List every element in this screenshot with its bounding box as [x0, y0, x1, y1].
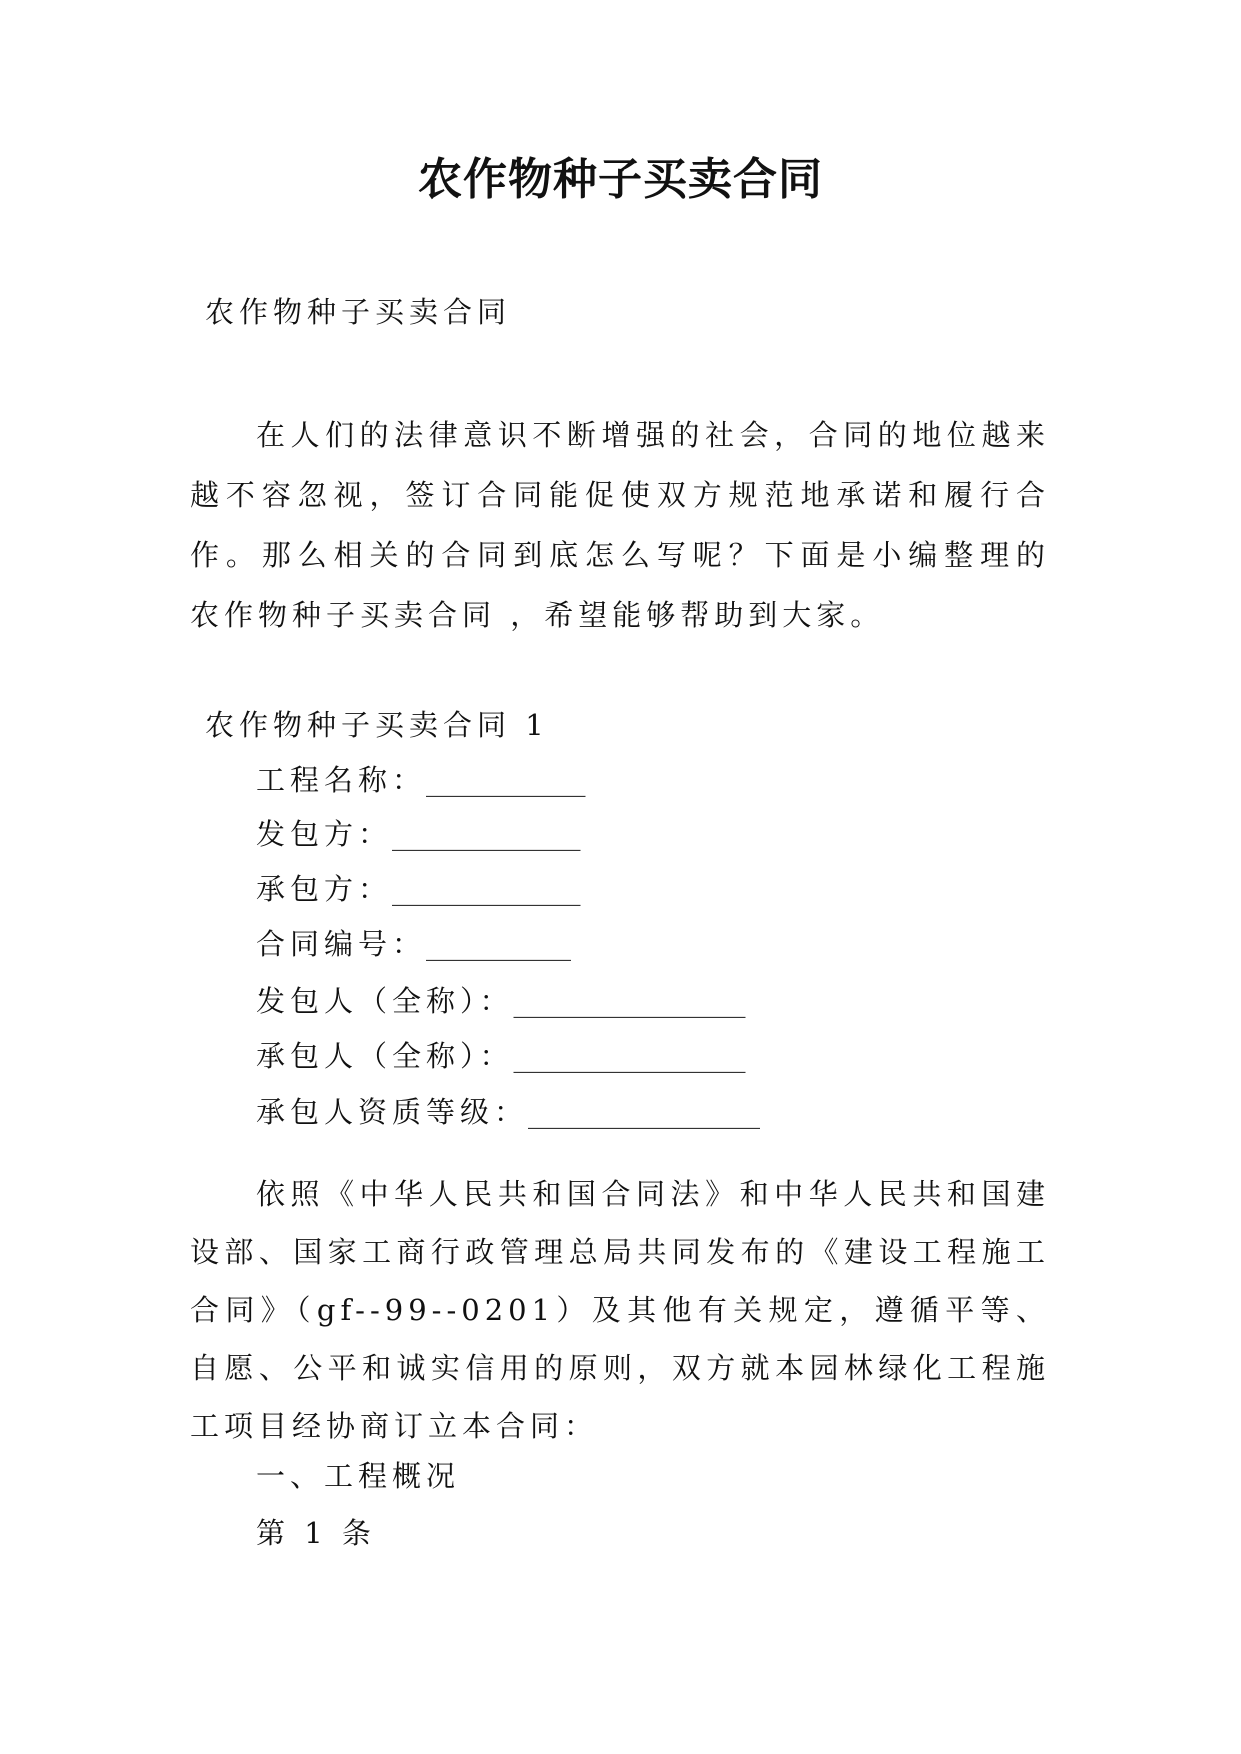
- document-title: 农作物种子买卖合同: [418, 154, 823, 205]
- field-contractor-full-name: [256, 1036, 746, 1076]
- field-label: 工程名称：: [256, 763, 427, 797]
- field-label: 承包人（全称）：: [256, 1039, 514, 1073]
- legal-basis-paragraph: 依照《中华人民共和国合同法》和中华人民共和国建设部、国家工商行政管理总局共同发布的《建设工程施工合同》（gf--99--0201）及其他有关规定，遵循平等、自愿、公平和诚实信用的原则，双方就本园林绿化工程施工项目经协商订立本合同：: [190, 1177, 1050, 1443]
- field-blank: ________________: [513, 1039, 746, 1073]
- field-contractor: [256, 869, 581, 909]
- field-project-name: [256, 760, 586, 800]
- document-subtitle: 农作物种子买卖合同: [205, 295, 512, 329]
- field-contractor-qualification: [256, 1092, 760, 1132]
- field-label: 承包方：: [256, 872, 393, 906]
- field-label: 承包人资质等级：: [256, 1095, 529, 1129]
- field-employer-full-name: [256, 981, 746, 1021]
- field-label: 合同编号：: [256, 927, 427, 961]
- field-contract-number: [256, 924, 571, 964]
- field-label: 发包人（全称）：: [256, 984, 514, 1018]
- chapter-heading: 一、工程概况: [256, 1459, 461, 1493]
- intro-paragraph: 在人们的法律意识不断增强的社会，合同的地位越来越不容忽视，签订合同能促使双方规范地承诺和履行合作。那么相关的合同到底怎么写呢？下面是小编整理的 农作物种子买卖合同 ，希望能够帮助到大家。: [190, 418, 1050, 632]
- field-blank: _____________: [392, 817, 581, 851]
- field-label: 发包方：: [256, 817, 393, 851]
- section-heading: 农作物种子买卖合同 1: [205, 708, 549, 742]
- field-blank: ___________: [426, 763, 586, 797]
- article-number: 第 1 条: [256, 1516, 376, 1550]
- field-blank: __________: [426, 927, 572, 961]
- field-blank: ________________: [528, 1095, 761, 1129]
- field-blank: _____________: [392, 872, 581, 906]
- field-employer: [256, 814, 581, 854]
- field-blank: ________________: [513, 984, 746, 1018]
